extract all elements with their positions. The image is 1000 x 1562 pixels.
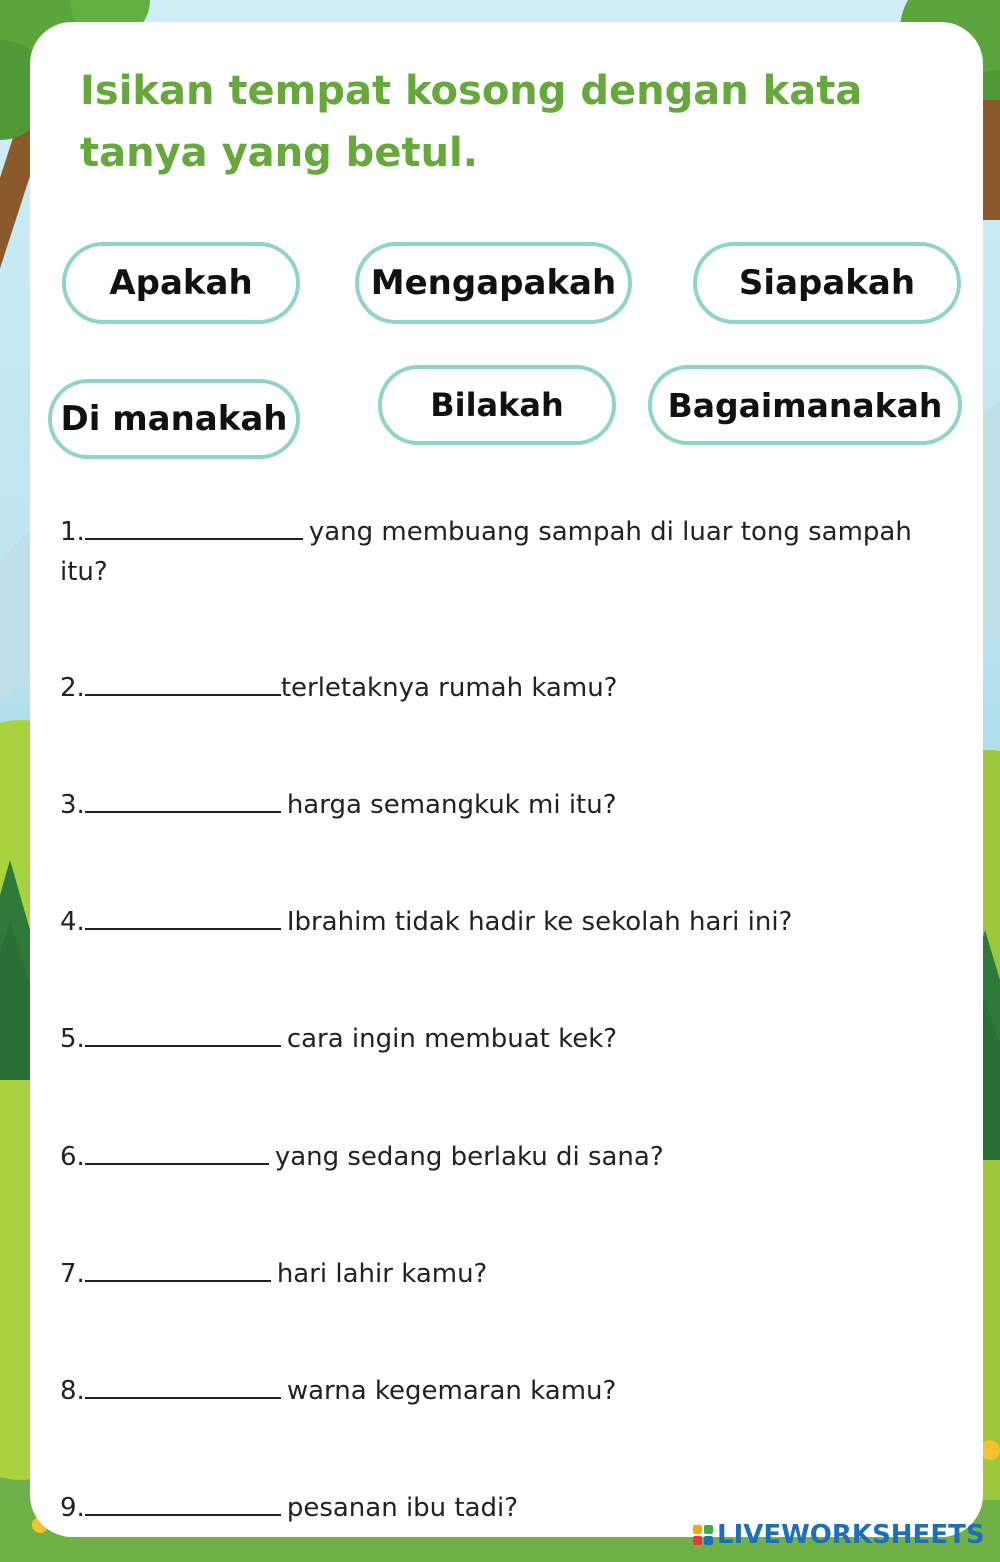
question-7 — [60, 1254, 940, 1294]
question-text: hari lahir kamu? — [276, 1259, 488, 1289]
question-number: 9. — [60, 1493, 85, 1523]
question-6 — [60, 1137, 940, 1177]
answer-blank-1[interactable] — [85, 512, 303, 540]
question-text: cara ingin membuat kek? — [286, 1024, 618, 1054]
word-chip-apakah[interactable]: Apakah — [62, 242, 300, 324]
answer-blank-7[interactable] — [85, 1254, 271, 1282]
liveworksheets-icon — [693, 1525, 713, 1545]
question-text: terletaknya rumah kamu? — [280, 673, 618, 703]
question-text: yang membuang sampah di luar tong sampah itu? — [60, 517, 912, 587]
question-text: Ibrahim tidak hadir ke sekolah hari ini? — [286, 907, 793, 937]
answer-blank-9[interactable] — [85, 1488, 281, 1516]
answer-blank-6[interactable] — [85, 1137, 269, 1165]
question-number: 2. — [60, 673, 85, 703]
word-chip-siapakah[interactable]: Siapakah — [693, 242, 961, 324]
question-4 — [60, 902, 940, 942]
answer-blank-2[interactable] — [85, 668, 281, 696]
answer-blank-3[interactable] — [85, 785, 281, 813]
page-title: Isikan tempat kosong dengan kata tanya yang betul. — [80, 68, 863, 176]
answer-blank-4[interactable] — [85, 902, 281, 930]
question-2 — [60, 668, 940, 708]
question-text: yang sedang berlaku di sana? — [274, 1142, 664, 1172]
word-chip-mengapakah[interactable]: Mengapakah — [355, 242, 632, 324]
question-text: warna kegemaran kamu? — [286, 1376, 617, 1406]
question-number: 1. — [60, 517, 85, 547]
question-number: 6. — [60, 1142, 85, 1172]
question-number: 5. — [60, 1024, 85, 1054]
question-text: harga semangkuk mi itu? — [286, 790, 617, 820]
word-chip-bagaimanakah[interactable]: Bagaimanakah — [648, 365, 962, 445]
question-5 — [60, 1019, 940, 1059]
question-1 — [60, 512, 940, 592]
question-number: 8. — [60, 1376, 85, 1406]
answer-blank-5[interactable] — [85, 1019, 281, 1047]
word-chip-di-manakah[interactable]: Di manakah — [48, 379, 300, 459]
brand-text: LIVEWORKSHEETS — [717, 1520, 985, 1550]
question-8 — [60, 1371, 940, 1411]
question-number: 7. — [60, 1259, 85, 1289]
question-text: pesanan ibu tadi? — [286, 1493, 519, 1523]
liveworksheets-logo — [693, 1520, 985, 1550]
word-chip-bilakah[interactable]: Bilakah — [378, 365, 616, 445]
question-number: 4. — [60, 907, 85, 937]
question-number: 3. — [60, 790, 85, 820]
question-3 — [60, 785, 940, 825]
answer-blank-8[interactable] — [85, 1371, 281, 1399]
